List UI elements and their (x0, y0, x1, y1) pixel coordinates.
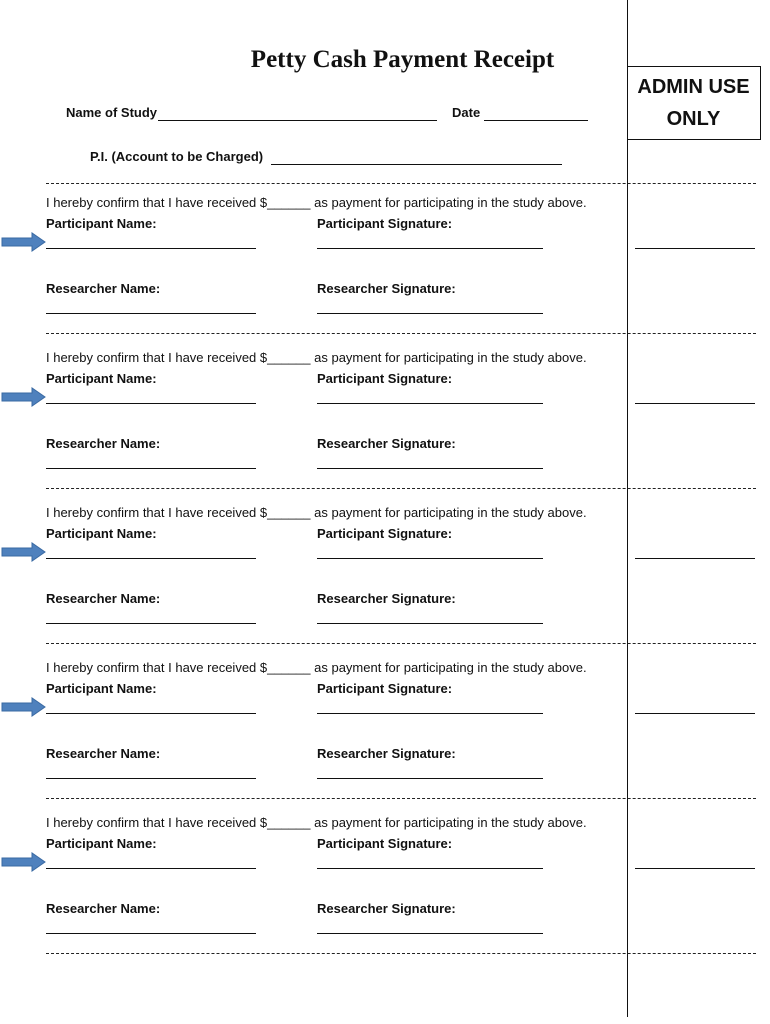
arrow-right-icon (0, 387, 46, 407)
section-divider (46, 643, 756, 644)
confirmation-text-end: as payment for participating in the study above. (310, 195, 587, 210)
admin-entry-field[interactable] (635, 403, 755, 404)
arrow-right-icon (0, 852, 46, 872)
researcher-signature-field[interactable] (317, 623, 543, 624)
confirmation-text-end: as payment for participating in the study above. (310, 660, 587, 675)
confirmation-text-end: as payment for participating in the study above. (310, 350, 587, 365)
researcher-name-label: Researcher Name: (46, 591, 161, 606)
participant-signature-field[interactable] (317, 713, 543, 714)
confirmation-text-start: I hereby confirm that I have received $ (46, 505, 268, 520)
participant-signature-field[interactable] (317, 403, 543, 404)
researcher-signature-label: Researcher Signature: (317, 901, 456, 916)
researcher-signature-label: Researcher Signature: (317, 281, 456, 296)
amount-field[interactable]: ______ (267, 350, 311, 365)
confirmation-text-end: as payment for participating in the study above. (310, 815, 587, 830)
participant-name-label: Participant Name: (46, 371, 157, 386)
researcher-name-field[interactable] (46, 468, 256, 469)
section-divider (46, 183, 756, 184)
study-name-field[interactable] (158, 120, 437, 121)
confirmation-text-start: I hereby confirm that I have received $ (46, 815, 268, 830)
confirmation-statement (46, 350, 587, 365)
participant-signature-label: Participant Signature: (317, 836, 453, 851)
confirmation-text-start: I hereby confirm that I have received $ (46, 350, 268, 365)
researcher-name-field[interactable] (46, 313, 256, 314)
pi-account-label: P.I. (Account to be Charged) (90, 149, 264, 164)
amount-field[interactable]: ______ (267, 195, 311, 210)
researcher-name-label: Researcher Name: (46, 901, 161, 916)
participant-name-field[interactable] (46, 403, 256, 404)
participant-name-field[interactable] (46, 558, 256, 559)
participant-signature-field[interactable] (317, 558, 543, 559)
confirmation-text-start: I hereby confirm that I have received $ (46, 195, 268, 210)
participant-name-label: Participant Name: (46, 836, 157, 851)
researcher-signature-field[interactable] (317, 778, 543, 779)
researcher-name-field[interactable] (46, 933, 256, 934)
section-divider (46, 488, 756, 489)
study-name-label: Name of Study (66, 105, 158, 120)
participant-name-label: Participant Name: (46, 681, 157, 696)
confirmation-text-end: as payment for participating in the study above. (310, 505, 587, 520)
section-divider (46, 798, 756, 799)
admin-use-label-line2: ONLY (666, 108, 721, 130)
researcher-name-field[interactable] (46, 778, 256, 779)
page-title: Petty Cash Payment Receipt (250, 46, 555, 73)
confirmation-statement (46, 505, 587, 520)
researcher-signature-field[interactable] (317, 933, 543, 934)
participant-signature-field[interactable] (317, 868, 543, 869)
amount-field[interactable]: ______ (267, 505, 311, 520)
arrow-right-icon (0, 697, 46, 717)
participant-signature-label: Participant Signature: (317, 681, 453, 696)
researcher-name-field[interactable] (46, 623, 256, 624)
researcher-signature-field[interactable] (317, 468, 543, 469)
confirmation-statement (46, 195, 587, 210)
section-divider (46, 333, 756, 334)
participant-name-label: Participant Name: (46, 526, 157, 541)
confirmation-statement (46, 660, 587, 675)
amount-field[interactable]: ______ (267, 660, 311, 675)
participant-name-field[interactable] (46, 248, 256, 249)
admin-entry-field[interactable] (635, 713, 755, 714)
researcher-signature-field[interactable] (317, 313, 543, 314)
date-label: Date (452, 105, 481, 120)
participant-name-field[interactable] (46, 713, 256, 714)
admin-entry-field[interactable] (635, 868, 755, 869)
researcher-signature-label: Researcher Signature: (317, 591, 456, 606)
admin-column-divider (627, 0, 628, 1017)
participant-signature-label: Participant Signature: (317, 371, 453, 386)
section-divider (46, 953, 756, 954)
participant-signature-label: Participant Signature: (317, 216, 453, 231)
researcher-name-label: Researcher Name: (46, 281, 161, 296)
amount-field[interactable]: ______ (267, 815, 311, 830)
participant-signature-field[interactable] (317, 248, 543, 249)
admin-entry-field[interactable] (635, 558, 755, 559)
researcher-signature-label: Researcher Signature: (317, 746, 456, 761)
participant-name-field[interactable] (46, 868, 256, 869)
admin-use-label-line1: ADMIN USE (637, 76, 750, 98)
researcher-name-label: Researcher Name: (46, 436, 161, 451)
confirmation-statement (46, 815, 587, 830)
date-field[interactable] (484, 120, 588, 121)
admin-use-box (627, 66, 761, 140)
arrow-right-icon (0, 232, 46, 252)
participant-signature-label: Participant Signature: (317, 526, 453, 541)
researcher-signature-label: Researcher Signature: (317, 436, 456, 451)
arrow-right-icon (0, 542, 46, 562)
participant-name-label: Participant Name: (46, 216, 157, 231)
admin-entry-field[interactable] (635, 248, 755, 249)
confirmation-text-start: I hereby confirm that I have received $ (46, 660, 268, 675)
researcher-name-label: Researcher Name: (46, 746, 161, 761)
pi-account-field[interactable] (271, 164, 562, 165)
